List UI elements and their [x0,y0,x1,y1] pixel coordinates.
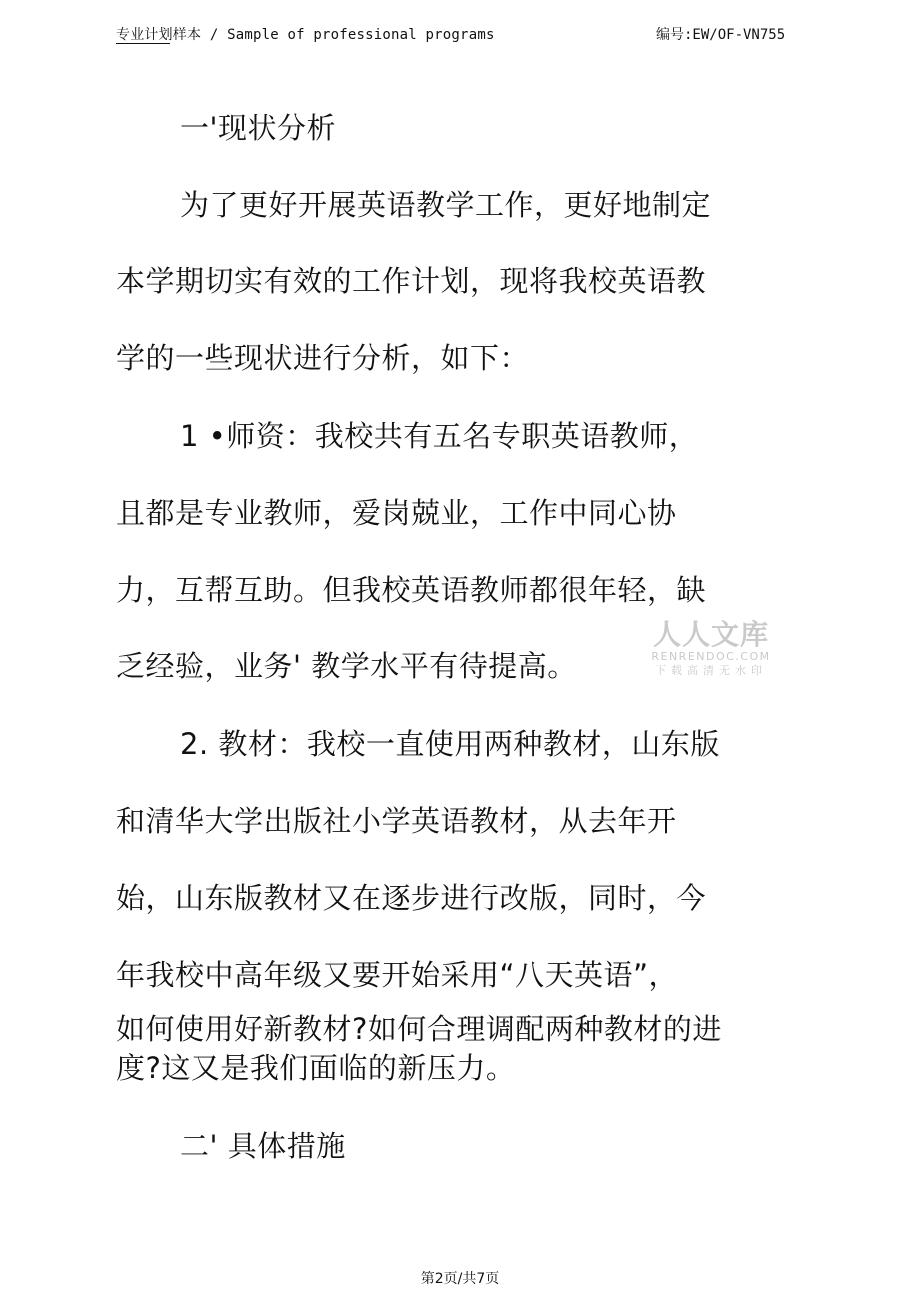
page-number: 第2页/共7页 [420,1271,500,1287]
paragraph-line: 1 •师资：我校共有五名专职英语教师， [180,419,699,453]
watermark-slogan: 下载高清无水印 [655,664,767,677]
paragraph-line: 年我校中高年级又要开始采用“八天英语”， [116,958,679,992]
paragraph-line: 为了更好开展英语教学工作，更好地制定 [180,188,712,222]
document-header-title: 专业计划样本 / Sample of professional programs [116,27,495,43]
paragraph-line: 始，山东版教材又在逐步进行改版，同时，今 [116,881,707,915]
paragraph-line: 和清华大学出版社小学英语教材，从去年开 [116,804,677,838]
watermark-title: 人人文库 [652,618,769,651]
paragraph-line: 乏经验，业务' 教学水平有待提高。 [116,649,577,683]
paragraph-line: 本学期切实有效的工作计划，现将我校英语教 [116,264,707,298]
paragraph-line: 力，互帮互助。但我校英语教师都很年轻，缺 [116,573,707,607]
section-heading-specific-measures: 二' 具体措施 [180,1129,346,1163]
section-heading-status-analysis: 一'现状分析 [180,111,336,145]
document-number: 编号:EW/OF-VN755 [656,27,786,43]
header-underline [116,43,170,44]
paragraph-line: 2. 教材：我校一直使用两种教材，山东版 [180,727,720,761]
paragraph-line: 学的一些现状进行分析，如下： [116,341,530,375]
paragraph-line: 且都是专业教师，爱岗兢业，工作中同心协 [116,496,677,530]
paragraph-line: 如何使用好新教材?如何合理调配两种教材的进 [116,1012,722,1046]
watermark-domain: RENRENDOC.COM [651,650,771,663]
paragraph-line: 度?这又是我们面临的新压力。 [116,1051,516,1085]
watermark-logo [646,620,776,678]
